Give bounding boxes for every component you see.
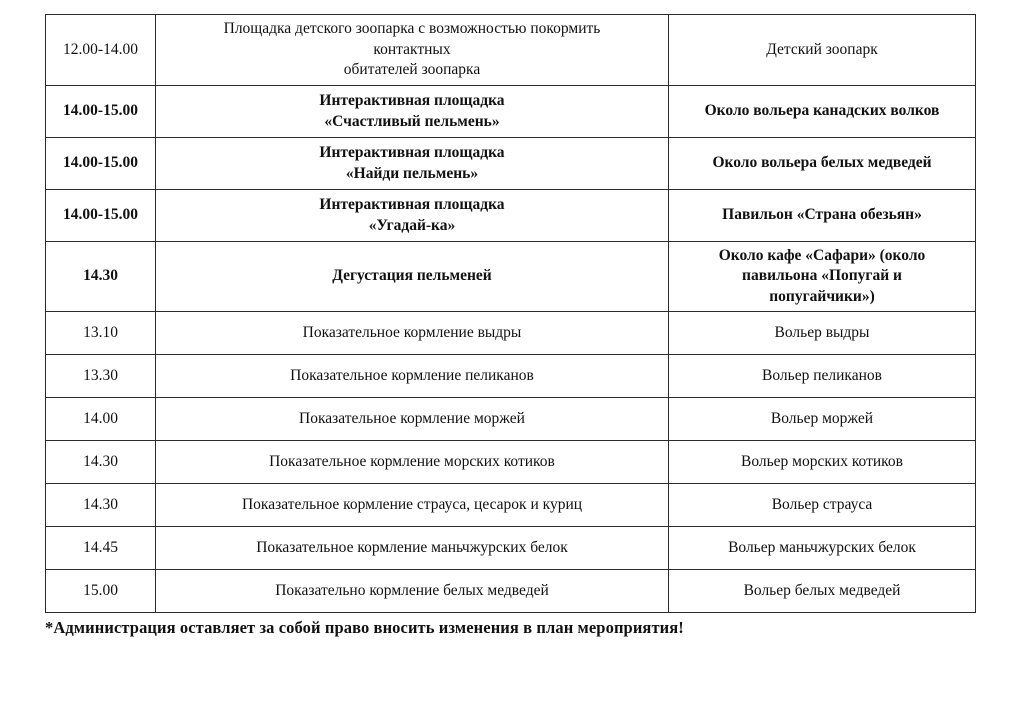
cell-time (46, 441, 156, 484)
cell-time-line: 13.30 (83, 367, 118, 385)
cell-event-line: Интерактивная площадка (319, 144, 505, 162)
table-row (46, 138, 976, 190)
cell-time-line: 14.30 (83, 453, 118, 471)
cell-event-line: Показательно кормление белых медведей (275, 582, 549, 600)
cell-time (46, 242, 156, 312)
cell-event-line: «Счастливый пельмень» (324, 112, 500, 130)
cell-time (46, 190, 156, 242)
cell-time-line: 12.00-14.00 (63, 40, 138, 58)
table-row (46, 355, 976, 398)
table-row (46, 570, 976, 613)
cell-place-line: Вольер страуса (771, 496, 873, 514)
cell-time-line: 13.10 (83, 324, 118, 342)
cell-place (669, 484, 976, 527)
cell-place (669, 242, 976, 312)
table-row (46, 242, 976, 312)
cell-place (669, 312, 976, 355)
schedule-table (45, 14, 976, 613)
cell-event (156, 242, 669, 312)
cell-place-line: Вольер выдры (774, 324, 870, 342)
cell-time (46, 15, 156, 86)
cell-place (669, 190, 976, 242)
cell-event (156, 398, 669, 441)
cell-event-line: «Угадай-ка» (368, 216, 456, 234)
cell-event (156, 570, 669, 613)
cell-event-line: Показательное кормление маньчжурских белок (256, 539, 568, 557)
cell-event (156, 441, 669, 484)
cell-place-line: попугайчики») (769, 287, 875, 305)
cell-event-line: Интерактивная площадка (319, 196, 505, 214)
cell-place (669, 355, 976, 398)
cell-time (46, 86, 156, 138)
cell-place-line: Около вольера канадских волков (704, 102, 940, 120)
cell-place-line: Вольер белых медведей (743, 582, 901, 600)
table-row (46, 484, 976, 527)
cell-time-line: 14.00-15.00 (63, 154, 138, 172)
cell-event-line: Показательное кормление пеликанов (290, 367, 534, 385)
cell-event (156, 86, 669, 138)
cell-event-line: Показательное кормление выдры (302, 324, 522, 342)
cell-event (156, 355, 669, 398)
cell-event-line: Интерактивная площадка (319, 92, 505, 110)
cell-time-line: 15.00 (83, 582, 118, 600)
cell-time-line: 14.00-15.00 (63, 102, 138, 120)
table-row (46, 15, 976, 86)
cell-time (46, 398, 156, 441)
cell-place-line: Вольер маньчжурских белок (728, 539, 916, 557)
cell-place-line: Около вольера белых медведей (712, 154, 932, 172)
table-row (46, 527, 976, 570)
table-row (46, 190, 976, 242)
cell-place (669, 441, 976, 484)
cell-place (669, 398, 976, 441)
cell-time (46, 484, 156, 527)
cell-time-line: 14.45 (83, 539, 118, 557)
cell-place-line: Около кафе «Сафари» (около (718, 247, 926, 264)
cell-event-line: Площадка детского зоопарка с возможностью покормить (223, 20, 601, 38)
table-row (46, 86, 976, 138)
cell-place (669, 570, 976, 613)
cell-place-line: Вольер морских котиков (740, 453, 903, 471)
cell-place-line: Вольер пеликанов (762, 367, 882, 385)
cell-time-line: 14.30 (83, 496, 118, 514)
cell-time (46, 570, 156, 613)
cell-place (669, 527, 976, 570)
table-row (46, 441, 976, 484)
cell-place-line: павильона «Попугай и (742, 267, 902, 285)
schedule-table-body (46, 15, 976, 613)
cell-event (156, 527, 669, 570)
cell-place-line: Детский зоопарк (766, 40, 878, 58)
cell-time (46, 527, 156, 570)
cell-event-line: обитателей зоопарка (343, 61, 481, 79)
cell-time-line: 14.00-15.00 (63, 206, 138, 224)
cell-event-line: Показательное кормление страуса, цесарок и куриц (241, 496, 583, 514)
cell-event (156, 138, 669, 190)
cell-event-line: Дегустация пельменей (332, 267, 492, 285)
table-row (46, 312, 976, 355)
cell-time-line: 14.30 (83, 267, 118, 285)
cell-place-line: Павильон «Страна обезьян» (722, 206, 922, 224)
administration-disclaimer-note: *Администрация оставляет за собой право вносить изменения в план мероприятия! (45, 618, 684, 637)
table-row (46, 398, 976, 441)
cell-place-line: Вольер моржей (770, 410, 874, 428)
cell-event (156, 15, 669, 86)
cell-event (156, 484, 669, 527)
cell-time (46, 138, 156, 190)
cell-place (669, 15, 976, 86)
cell-event-line: «Найди пельмень» (345, 164, 479, 182)
cell-event-line: контактных (373, 40, 451, 58)
cell-place (669, 86, 976, 138)
cell-time (46, 355, 156, 398)
cell-event (156, 312, 669, 355)
cell-time-line: 14.00 (83, 410, 118, 428)
cell-event (156, 190, 669, 242)
cell-event-line: Показательное кормление морских котиков (269, 453, 555, 471)
cell-time (46, 312, 156, 355)
cell-event-line: Показательное кормление моржей (299, 410, 525, 428)
cell-place (669, 138, 976, 190)
